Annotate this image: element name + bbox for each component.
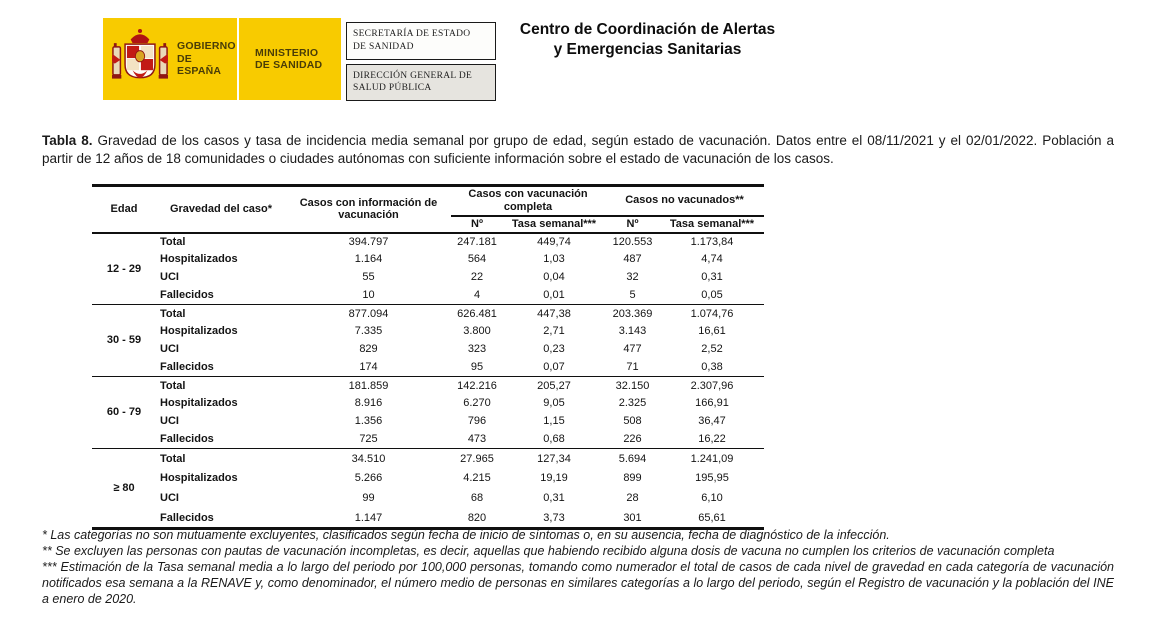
table-row: [92, 287, 764, 305]
table-caption: [42, 132, 1114, 167]
no-vacunados-tasa-cell: 1.241,09: [660, 449, 764, 469]
secretaria-estado-box: SECRETARÍA DE ESTADO DE SANIDAD: [346, 22, 496, 60]
severity-label-cell: Total: [156, 377, 286, 395]
vacunacion-completa-tasa-cell: 0,01: [543, 289, 565, 302]
footnote-3: *** Estimación de la Tasa semanal media a lo largo del periodo por 100,000 personas, tomando como numerador el total de casos de cada nivel de gravedad en cada categoría de vacunación notificados esa semana a la RENAVE y, como denominador, el número medio de personas en similares categorías a lo largo del periodo, según el Registro de vacunación y la población del INE a enero de 2020.: [42, 560, 1114, 606]
gobierno-espana-label: GOBIERNO DE ESPAÑA: [177, 40, 236, 78]
no-vacunados-n-cell: 508: [623, 415, 642, 428]
severity-label-cell: Fallecidos: [160, 511, 214, 524]
no-vacunados-tasa-cell: 1.074,76: [660, 305, 764, 323]
casos-info-cell: 5.266: [354, 472, 383, 485]
table-row: [92, 305, 764, 323]
vacunacion-completa-n-cell: 626.481: [451, 305, 503, 323]
no-vacunados-n-cell: 226: [623, 433, 642, 446]
age-group-label: 60 - 79: [92, 377, 156, 449]
vacunacion-completa-n-cell: 473: [467, 433, 487, 446]
casos-info-cell: 1.356: [354, 415, 383, 428]
table-caption-label: Tabla 8.: [42, 133, 93, 148]
table-row: [92, 251, 764, 269]
severity-vaccination-table: [92, 184, 764, 530]
severity-label-cell: Fallecidos: [160, 433, 214, 446]
severity-label-cell: Fallecidos: [160, 361, 214, 374]
table-row: [92, 431, 764, 449]
casos-info-cell: 55: [362, 271, 375, 284]
no-vacunados-n-cell: 5: [629, 289, 636, 302]
vacunacion-completa-tasa-cell: 0,04: [543, 271, 565, 284]
logo-divider: [237, 18, 239, 100]
vacunacion-completa-tasa-cell: 1,15: [543, 415, 565, 428]
ministerio-sanidad-label: MINISTERIO DE SANIDAD: [255, 46, 323, 71]
severity-label-cell: UCI: [160, 343, 179, 356]
no-vacunados-n-cell: 5.694: [605, 449, 660, 469]
table-header-row-groups: [92, 186, 764, 216]
vacunacion-completa-tasa-cell: 9,05: [543, 397, 565, 410]
no-vacunados-n-cell: 71: [626, 361, 639, 374]
table-row: [92, 323, 764, 341]
col-group-no-vacunados: Casos no vacunados**: [605, 186, 764, 216]
no-vacunados-n-cell: 2.325: [618, 397, 647, 410]
vacunacion-completa-n-cell: 3.800: [463, 325, 491, 338]
no-vacunados-n-cell: 203.369: [605, 305, 660, 323]
severity-label-cell: Hospitalizados: [160, 325, 238, 338]
no-vacunados-n-cell: 477: [623, 343, 642, 356]
table-row: [92, 509, 764, 529]
col-header-nv-tasa: Tasa semanal***: [669, 217, 755, 230]
page-title: Centro de Coordinación de Alertas y Emergencias Sanitarias: [519, 21, 776, 59]
vacunacion-completa-tasa-cell: 1,03: [543, 253, 565, 266]
casos-info-cell: 181.859: [286, 377, 451, 395]
vacunacion-completa-n-cell: 323: [467, 343, 487, 356]
table-row: [92, 341, 764, 359]
table-header: [92, 186, 764, 233]
table-row: [92, 413, 764, 431]
casos-info-cell: 34.510: [286, 449, 451, 469]
col-group-vacunacion-completa: Casos con vacunación completa: [451, 186, 605, 216]
vacunacion-completa-n-cell: 27.965: [451, 449, 503, 469]
casos-info-cell: 1.164: [354, 253, 383, 266]
severity-label-cell: UCI: [160, 271, 179, 284]
footnote-2: ** Se excluyen las personas con pautas de vacunación incompletas, es decir, aquellas que habiendo recibido alguna dosis de vacuna no cumplen los criterios de vacunación completa: [42, 544, 1055, 558]
no-vacunados-tasa-cell: 1.173,84: [690, 235, 734, 248]
vacunacion-completa-n-cell: 95: [470, 361, 484, 374]
table-row: [92, 377, 764, 395]
no-vacunados-tasa-cell: 2,52: [701, 343, 723, 356]
vacunacion-completa-tasa-cell: 19,19: [540, 472, 568, 485]
table-row: [92, 395, 764, 413]
no-vacunados-tasa-cell: 166,91: [695, 397, 729, 410]
no-vacunados-tasa-cell: 65,61: [698, 511, 726, 524]
vacunacion-completa-n-cell: 4: [473, 289, 481, 302]
no-vacunados-n-cell: 32.150: [605, 377, 660, 395]
no-vacunados-n-cell: 120.553: [612, 235, 653, 248]
no-vacunados-n-cell: 487: [623, 253, 642, 266]
footnotes: [42, 527, 1114, 607]
no-vacunados-tasa-cell: 195,95: [695, 472, 729, 485]
age-group-label: ≥ 80: [92, 449, 156, 529]
col-header-vc-tasa: Tasa semanal***: [511, 217, 597, 230]
col-header-gravedad: Gravedad del caso*: [169, 202, 273, 215]
no-vacunados-tasa-cell: 0,05: [701, 289, 723, 302]
casos-info-cell: 1.147: [354, 511, 383, 524]
vacunacion-completa-tasa-cell: 0,31: [543, 492, 565, 505]
no-vacunados-n-cell: 301: [623, 511, 642, 524]
no-vacunados-n-cell: 899: [623, 472, 642, 485]
department-boxes: [346, 22, 496, 101]
vacunacion-completa-tasa-cell: 447,38: [503, 305, 605, 323]
no-vacunados-tasa-cell: 4,74: [701, 253, 723, 266]
severity-label-cell: UCI: [160, 415, 179, 428]
vacunacion-completa-tasa-cell: 127,34: [503, 449, 605, 469]
casos-info-cell: 725: [359, 433, 378, 446]
vacunacion-completa-tasa-cell: 2,71: [543, 325, 565, 338]
table-caption-text: Gravedad de los casos y tasa de incidencia media semanal por grupo de edad, según estado de vacunación. Datos entre el 08/11/2021 y el 02/01/2022. Población a partir de 12 años de 18 comunidades o ciudades autónomas con suficiente información sobre el estado de vacunación de los casos.: [42, 133, 1114, 166]
casos-info-cell: 829: [359, 343, 378, 356]
spain-coat-of-arms-icon: [103, 28, 177, 90]
no-vacunados-tasa-cell: 0,31: [701, 271, 723, 284]
table-row: [92, 469, 764, 489]
table-row: [92, 269, 764, 287]
severity-label-cell: Hospitalizados: [160, 397, 238, 410]
vacunacion-completa-n-cell: 142.216: [451, 377, 503, 395]
vacunacion-completa-n-cell: 6.270: [463, 397, 491, 410]
severity-label-cell: Hospitalizados: [160, 472, 238, 485]
table-row: [92, 359, 764, 377]
col-header-edad: Edad: [110, 202, 138, 215]
vacunacion-completa-n-cell: 68: [470, 492, 484, 505]
severity-label-cell: Total: [156, 449, 286, 469]
vacunacion-completa-n-cell: 820: [467, 511, 487, 524]
table-row: [92, 233, 764, 251]
vacunacion-completa-tasa-cell: 0,23: [543, 343, 565, 356]
col-header-casos-info: Casos con información de vacunación: [299, 196, 438, 222]
no-vacunados-tasa-cell: 6,10: [701, 492, 723, 505]
severity-label-cell: Hospitalizados: [160, 253, 238, 266]
age-group-label: 12 - 29: [106, 262, 142, 275]
severity-label-cell: Total: [160, 235, 186, 248]
severity-label-cell: Fallecidos: [160, 289, 214, 302]
vacunacion-completa-n-cell: 796: [467, 415, 487, 428]
vacunacion-completa-tasa-cell: 205,27: [503, 377, 605, 395]
casos-info-cell: 877.094: [286, 305, 451, 323]
col-header-nv-n: Nº: [626, 217, 639, 230]
severity-label-cell: UCI: [160, 492, 179, 505]
vacunacion-completa-tasa-cell: 0,07: [543, 361, 565, 374]
direccion-general-box: DIRECCIÓN GENERAL DE SALUD PÚBLICA: [346, 64, 496, 102]
table-row: [92, 449, 764, 469]
no-vacunados-tasa-cell: 16,22: [698, 433, 726, 446]
vacunacion-completa-n-cell: 22: [470, 271, 484, 284]
spain-coat-of-arms-icon: [112, 28, 168, 90]
casos-info-cell: 174: [359, 361, 378, 374]
vacunacion-completa-n-cell: 4.215: [463, 472, 491, 485]
table-body: [92, 233, 764, 529]
no-vacunados-n-cell: 32: [626, 271, 639, 284]
vacunacion-completa-n-cell: 564: [467, 253, 487, 266]
severity-label-cell: Total: [156, 305, 286, 323]
government-header: [103, 18, 341, 100]
gobierno-espana-logo: [103, 18, 341, 100]
casos-info-cell: 7.335: [354, 325, 383, 338]
vacunacion-completa-tasa-cell: 449,74: [537, 235, 571, 248]
no-vacunados-tasa-cell: 2.307,96: [660, 377, 764, 395]
casos-info-cell: 10: [362, 289, 375, 302]
no-vacunados-tasa-cell: 0,38: [701, 361, 723, 374]
age-group-label: 30 - 59: [92, 305, 156, 377]
no-vacunados-tasa-cell: 36,47: [698, 415, 726, 428]
no-vacunados-n-cell: 28: [626, 492, 639, 505]
vacunacion-completa-n-cell: 247.181: [457, 235, 497, 248]
casos-info-cell: 394.797: [348, 235, 389, 248]
casos-info-cell: 8.916: [354, 397, 383, 410]
vacunacion-completa-tasa-cell: 0,68: [543, 433, 565, 446]
casos-info-cell: 99: [362, 492, 375, 505]
footnote-1: * Las categorías no son mutuamente excluyentes, clasificados según fecha de inicio de síntomas o, en su ausencia, fecha de diagnóstico de la infección.: [42, 528, 890, 542]
table-row: [92, 489, 764, 509]
no-vacunados-n-cell: 3.143: [618, 325, 647, 338]
col-header-vc-n: Nº: [471, 217, 483, 230]
no-vacunados-tasa-cell: 16,61: [698, 325, 726, 338]
vacunacion-completa-tasa-cell: 3,73: [543, 511, 565, 524]
